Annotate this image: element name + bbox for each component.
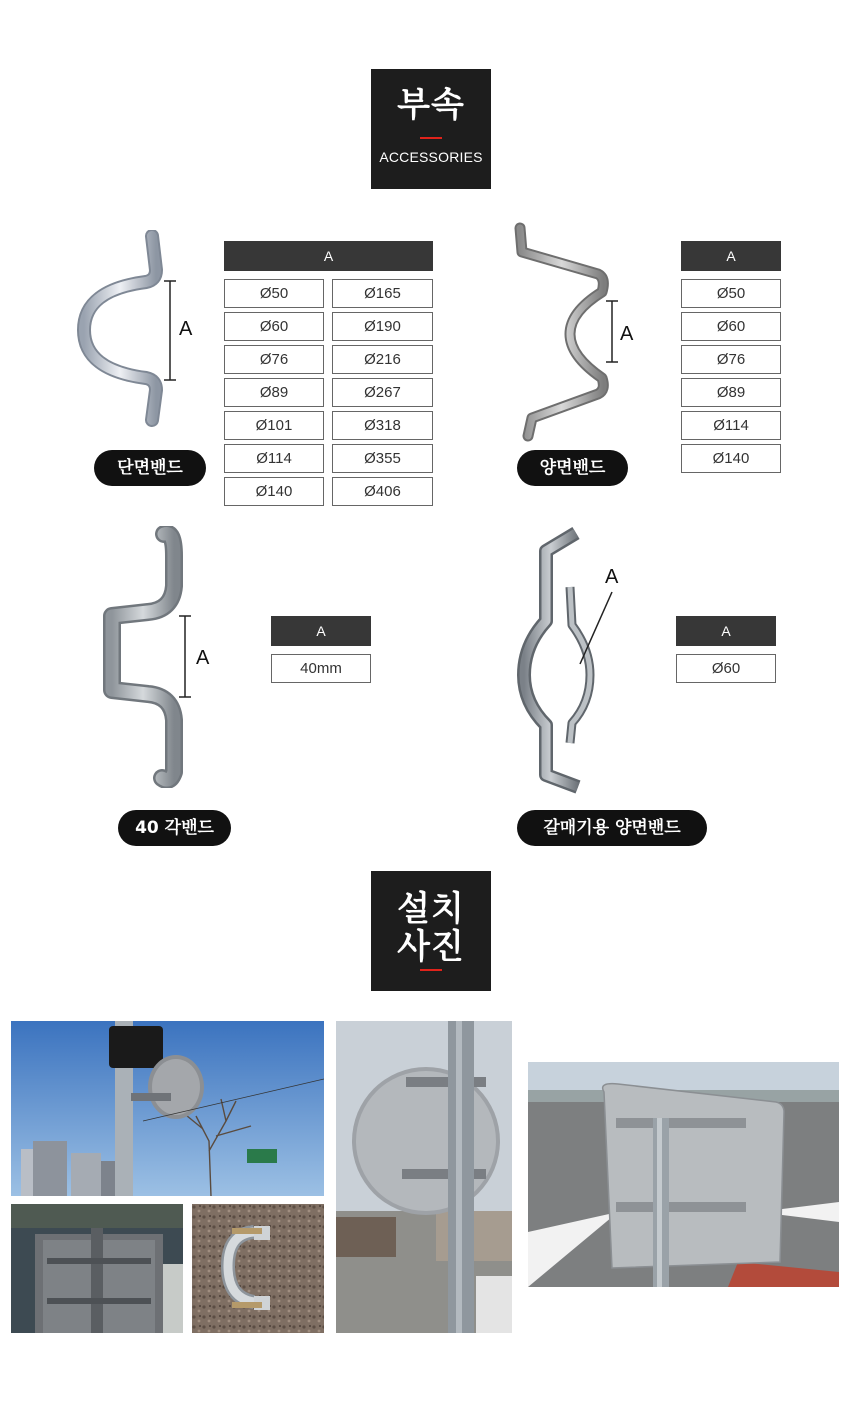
square-band-dimension-line [177, 615, 193, 699]
accessories-title: 부속 [397, 85, 465, 125]
square-band-dimension-label: A [196, 647, 210, 669]
double-band-size-cell: Ø60 [681, 312, 781, 341]
double-band-size-cell: Ø140 [681, 444, 781, 473]
square-band-table-header: A [271, 616, 371, 646]
single-band-size-cell: Ø355 [332, 444, 433, 473]
single-band-size-cell: Ø60 [224, 312, 324, 341]
single-band-table-header: A [224, 241, 433, 271]
arch-band-dimension-label: A [605, 566, 619, 588]
double-band-size-cell: Ø76 [681, 345, 781, 374]
single-band-dimension-label: A [179, 318, 193, 340]
arch-band-name-badge: 갈매기용 양면밴드 [517, 810, 707, 846]
arch-band-size-cell: Ø60 [676, 654, 776, 683]
install-header [371, 871, 491, 991]
install-title-line2: 사진 [397, 927, 465, 967]
accessories-subtitle: ACCESSORIES [379, 149, 483, 165]
double-band-size-cell: Ø89 [681, 378, 781, 407]
double-band-table-header: A [681, 241, 781, 271]
double-band-size-cell: Ø114 [681, 411, 781, 440]
install-photo-band-gravel [192, 1204, 324, 1333]
single-band-image [70, 230, 170, 430]
single-band-size-cell: Ø101 [224, 411, 324, 440]
install-photo-street-sky [11, 1021, 324, 1196]
title-divider [420, 137, 442, 139]
square-band-size-cell: 40mm [271, 654, 371, 683]
single-band-name-badge: 단면밴드 [94, 450, 206, 486]
install-photo-round-sign [336, 1021, 512, 1333]
single-band-size-cell: Ø267 [332, 378, 433, 407]
single-band-size-cell: Ø50 [224, 279, 324, 308]
single-band-dimension-line [160, 280, 180, 382]
single-band-size-cell: Ø114 [224, 444, 324, 473]
double-band-dimension-label: A [620, 323, 634, 345]
single-band-size-cell: Ø89 [224, 378, 324, 407]
double-band-name-badge: 양면밴드 [517, 450, 628, 486]
single-band-size-cell: Ø190 [332, 312, 433, 341]
install-photo-sign-back [11, 1204, 183, 1333]
single-band-size-cell: Ø76 [224, 345, 324, 374]
arch-band-table-header: A [676, 616, 776, 646]
single-band-size-cell: Ø165 [332, 279, 433, 308]
install-title-line1: 설치 [397, 889, 465, 929]
accessories-header [371, 69, 491, 189]
double-band-dimension-line [604, 300, 620, 364]
single-band-size-cell: Ø318 [332, 411, 433, 440]
square-band-name-badge: 40 각밴드 [118, 810, 231, 846]
single-band-size-cell: Ø216 [332, 345, 433, 374]
title-divider [420, 969, 442, 971]
install-photo-square-sign [528, 1062, 839, 1287]
double-band-size-cell: Ø50 [681, 279, 781, 308]
single-band-size-cell: Ø140 [224, 477, 324, 506]
single-band-size-cell: Ø406 [332, 477, 433, 506]
arch-band-dimension-pointer [576, 590, 616, 666]
